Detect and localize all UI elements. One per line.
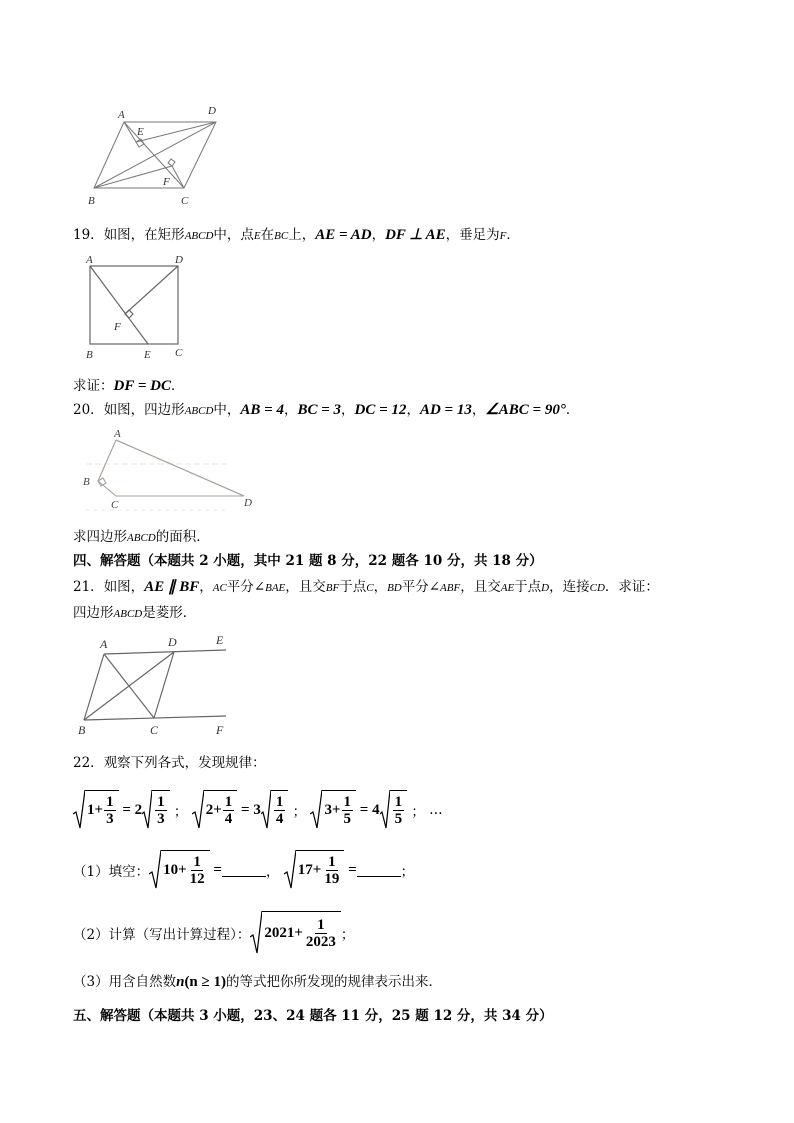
label-F: F: [114, 321, 121, 333]
label-C: C: [181, 195, 189, 207]
label-E: E: [216, 633, 224, 647]
example-2: 2 + $\frac{1}{4}$: [192, 790, 238, 830]
label-F: F: [216, 723, 224, 737]
q22-part2: （2）计算（写出计算过程）： 2021 + $\frac{1}{2023}$ ；: [73, 910, 354, 956]
label-C: C: [111, 499, 119, 511]
answer-blank-2[interactable]: [357, 864, 401, 877]
example-3: 3 + $\frac{1}{5}$: [310, 790, 356, 830]
label-A: A: [114, 428, 121, 440]
label-D: D: [244, 497, 252, 509]
figure-q18-parallelogram: [84, 100, 234, 210]
label-D: D: [208, 105, 216, 117]
label-B: B: [78, 723, 86, 737]
q22-part3: （3）用含自然数n(n ≥ 1)的等式把你所发现的规律表示出来．: [73, 974, 443, 990]
label-B: B: [83, 476, 90, 488]
q21-statement-line2: 四边形ABCD是菱形．: [73, 605, 197, 621]
label-C: C: [150, 723, 159, 737]
q22-examples: 1 + $\frac{1}{3}$ = 2 $\frac{1}{3}$ ； 2 + $\frac{1}{4}$ = 3 $\frac{1}{4}$ ； 3 + $\frac{1}{5}$ = 4 $\frac{1}{5}$ ； …: [73, 788, 443, 832]
label-E: E: [144, 349, 151, 361]
example-1: 1 + $\frac{1}{3}$: [73, 790, 119, 830]
section-4-heading: 四、解答题（本题共 2 小题，其中 21 题 8 分，22 题各 10 分，共 18 分）: [73, 553, 543, 569]
label-B: B: [86, 349, 93, 361]
figure-q20-quadrilateral: [78, 428, 263, 518]
answer-blank-1[interactable]: [222, 864, 266, 877]
label-A: A: [118, 109, 125, 121]
q19-prove: 求证：DF = DC．: [73, 378, 185, 394]
label-C: C: [175, 347, 183, 359]
q20-statement: 20．如图，四边形ABCD中，AB = 4，BC = 3，DC = 12，AD = 13，∠ABC = 90°．: [73, 402, 580, 418]
figure-q19-rectangle: [80, 252, 200, 364]
label-B: B: [88, 195, 95, 207]
label-F: F: [163, 176, 170, 188]
label-E: E: [137, 126, 144, 138]
figure-q21-rhombus: [76, 630, 236, 738]
q22-intro: 22．观察下列各式，发现规律：: [73, 755, 266, 771]
q21-statement: 21．如图，AE ∥ BF，AC平分∠BAE，且交BF于点C，BD平分∠ABF，且交AE于点D，连接CD．求证：: [73, 579, 659, 595]
q19-statement: 19．如图，在矩形ABCD中，点E在BC上，AE = AD，DF ⊥ AE，垂足为F．: [73, 227, 520, 243]
label-D: D: [168, 635, 177, 649]
label-A: A: [86, 254, 93, 266]
q22-part1: （1）填空： 10 + $\frac{1}{12}$ = ， 17 + $\frac{1}{19}$ = ；: [73, 848, 414, 892]
q20-ask: 求四边形ABCD的面积．: [73, 529, 210, 545]
label-D: D: [175, 254, 183, 266]
label-A: A: [100, 637, 108, 651]
section-5-heading: 五、解答题（本题共 3 小题，23、24 题各 11 分，25 题 12 分，共 34 分）: [73, 1008, 553, 1024]
